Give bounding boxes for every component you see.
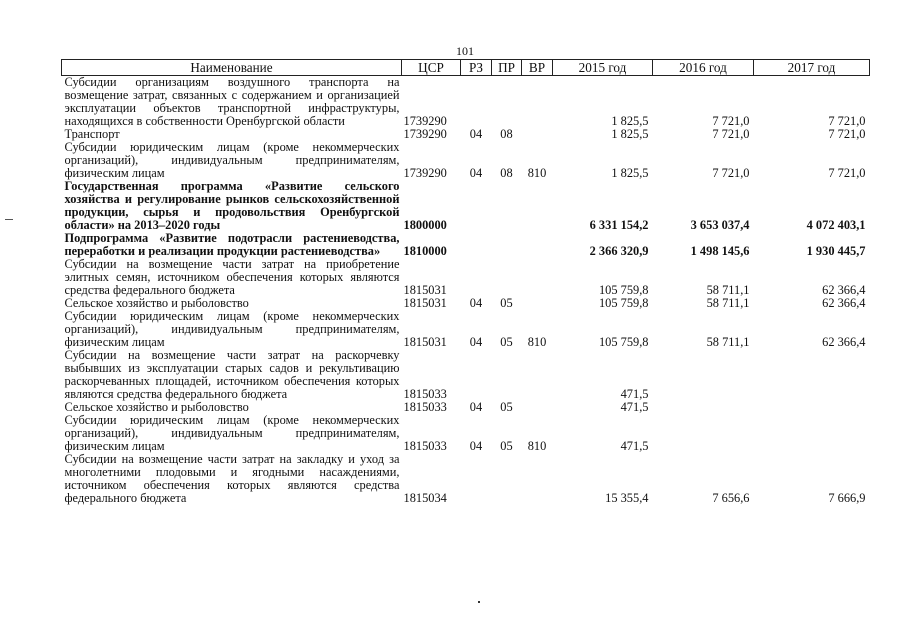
row-pr: 08: [500, 166, 513, 180]
header-2017: 2017 год: [754, 60, 870, 76]
row-pr: 05: [500, 400, 513, 414]
row-csr: 1739290: [403, 114, 447, 128]
row-rz: 04: [469, 166, 483, 180]
table-row: [62, 414, 870, 453]
row-rz: 04: [469, 335, 483, 349]
row-csr: 1815031: [403, 296, 447, 310]
row-rz: [461, 349, 492, 401]
row-rz: [461, 453, 492, 505]
row-value-2016: 1 498 145,6: [690, 244, 750, 258]
table-row: [62, 258, 870, 297]
row-pr: [492, 180, 522, 232]
row-value-2017: [754, 401, 870, 414]
row-name: Сельское хозяйство и рыболовство: [64, 296, 249, 310]
table-header-row: [62, 60, 870, 76]
row-csr: 1739290: [403, 166, 447, 180]
row-value-2017: 62 366,4: [822, 335, 866, 349]
row-name: Транспорт: [64, 127, 120, 141]
row-vr: 810: [527, 166, 547, 180]
row-value-2016: [653, 414, 754, 453]
header-2016: 2016 год: [653, 60, 754, 76]
row-name: Субсидии юридическим лицам (кроме некоммерческих организаций), индивидуальным предпринимателям, физическим лицам: [64, 309, 400, 349]
row-vr: [522, 76, 553, 129]
row-value-2015: 105 759,8: [598, 296, 649, 310]
row-value-2015: 1 825,5: [611, 114, 649, 128]
row-value-2016: 58 711,1: [706, 296, 750, 310]
row-pr: 05: [500, 296, 513, 310]
table-row: [62, 180, 870, 232]
row-csr: 1810000: [403, 244, 447, 258]
row-vr: 810: [527, 335, 547, 349]
row-csr: 1815033: [403, 439, 447, 453]
row-name: Подпрограмма «Развитие подотрасли растениеводства, переработки и реализации продукции растениеводства»: [64, 231, 400, 258]
row-pr: [492, 349, 522, 401]
row-name: Государственная программа «Развитие сельского хозяйства и регулирование рынков сельскохозяйственной продукции, сырья и продовольствия Оренбургской области» на 2013–2020 годы: [64, 179, 400, 232]
row-vr: 810: [527, 439, 547, 453]
row-value-2015: 105 759,8: [598, 335, 649, 349]
row-vr: [522, 401, 553, 414]
row-value-2015: 471,5: [620, 400, 649, 414]
row-value-2016: [653, 349, 754, 401]
row-value-2017: [754, 349, 870, 401]
row-name: Субсидии на возмещение части затрат на приобретение элитных семян, источником обеспечения которых являются средства федерального бюджета: [64, 257, 400, 297]
row-value-2017: 1 930 445,7: [806, 244, 866, 258]
row-value-2016: 7 721,0: [712, 127, 750, 141]
row-rz: 04: [469, 127, 483, 141]
row-vr: [522, 349, 553, 401]
row-rz: [461, 258, 492, 297]
row-value-2015: 471,5: [620, 439, 649, 453]
row-vr: [522, 232, 553, 258]
row-csr: 1815031: [403, 283, 447, 297]
row-vr: [522, 297, 553, 310]
row-name: Субсидии на возмещение части затрат на закладку и уход за многолетними плодовыми и ягодными насаждениями, источником обеспечения которых являются средства федерального бюджета: [64, 452, 400, 505]
page-number: 101: [456, 44, 474, 58]
row-value-2015: 15 355,4: [605, 491, 649, 505]
row-value-2015: 1 825,5: [611, 166, 649, 180]
row-name: Субсидии на возмещение части затрат на раскорчевку выбывших из эксплуатации старых садов и рекультивацию раскорчеванных площадей, источником обеспечения которых являются средства федерального бюджета: [64, 348, 400, 401]
row-name: Сельское хозяйство и рыболовство: [64, 400, 249, 414]
row-rz: 04: [469, 439, 483, 453]
row-csr: 1800000: [403, 218, 447, 232]
margin-mark: [5, 219, 13, 220]
header-csr: ЦСР: [402, 60, 461, 76]
row-value-2017: 62 366,4: [822, 296, 866, 310]
row-rz: [461, 232, 492, 258]
row-value-2016: 58 711,1: [706, 283, 750, 297]
header-rz: РЗ: [461, 60, 492, 76]
header-2015: 2015 год: [553, 60, 653, 76]
row-value-2016: 58 711,1: [706, 335, 750, 349]
row-pr: [492, 453, 522, 505]
row-pr: 08: [500, 127, 513, 141]
header-pr: ПР: [492, 60, 522, 76]
row-csr: 1739290: [403, 127, 447, 141]
row-rz: 04: [469, 296, 483, 310]
row-csr: 1815031: [403, 335, 447, 349]
scan-speck: [478, 601, 480, 603]
table-row: [62, 310, 870, 349]
row-value-2015: 105 759,8: [598, 283, 649, 297]
row-csr: 1815033: [403, 400, 447, 414]
row-csr: 1815034: [403, 491, 447, 505]
row-value-2017: 4 072 403,1: [806, 218, 866, 232]
budget-table: [61, 59, 870, 505]
header-vr: ВР: [522, 60, 553, 76]
table-row: [62, 453, 870, 505]
row-value-2017: 62 366,4: [822, 283, 866, 297]
row-vr: [522, 180, 553, 232]
row-value-2016: 7 721,0: [712, 114, 750, 128]
row-value-2017: 7 721,0: [828, 127, 866, 141]
row-pr: 05: [500, 335, 513, 349]
row-pr: [492, 76, 522, 129]
table-body: [62, 76, 870, 506]
row-vr: [522, 128, 553, 141]
row-value-2015: 1 825,5: [611, 127, 649, 141]
row-name: Субсидии юридическим лицам (кроме некоммерческих организаций), индивидуальным предпринимателям, физическим лицам: [64, 413, 400, 453]
row-value-2016: 7 656,6: [712, 491, 750, 505]
row-value-2017: [754, 414, 870, 453]
row-value-2015: 471,5: [620, 387, 649, 401]
row-value-2016: 3 653 037,4: [690, 218, 750, 232]
row-value-2017: 7 721,0: [828, 114, 866, 128]
table-row: [62, 349, 870, 401]
row-value-2015: 6 331 154,2: [589, 218, 649, 232]
table-row: [62, 76, 870, 129]
row-rz: 04: [469, 400, 483, 414]
row-name: Субсидии юридическим лицам (кроме некоммерческих организаций), индивидуальным предпринимателям, физическим лицам: [64, 140, 400, 180]
row-csr: 1815033: [403, 387, 447, 401]
row-value-2017: 7 721,0: [828, 166, 866, 180]
row-pr: 05: [500, 439, 513, 453]
row-vr: [522, 258, 553, 297]
row-rz: [461, 76, 492, 129]
table-row: [62, 141, 870, 180]
row-name: Субсидии организациям воздушного транспорта на возмещение затрат, связанных с содержанием и организацией эксплуатации объектов транспортной инфраструктуры, находящихся в собственности Оренбургской области: [64, 75, 400, 128]
row-value-2016: 7 721,0: [712, 166, 750, 180]
row-pr: [492, 232, 522, 258]
row-pr: [492, 258, 522, 297]
header-name: Наименование: [62, 60, 402, 76]
row-value-2017: 7 666,9: [828, 491, 866, 505]
row-value-2016: [653, 401, 754, 414]
table-row: [62, 232, 870, 258]
row-value-2015: 2 366 320,9: [589, 244, 649, 258]
row-vr: [522, 453, 553, 505]
row-rz: [461, 180, 492, 232]
